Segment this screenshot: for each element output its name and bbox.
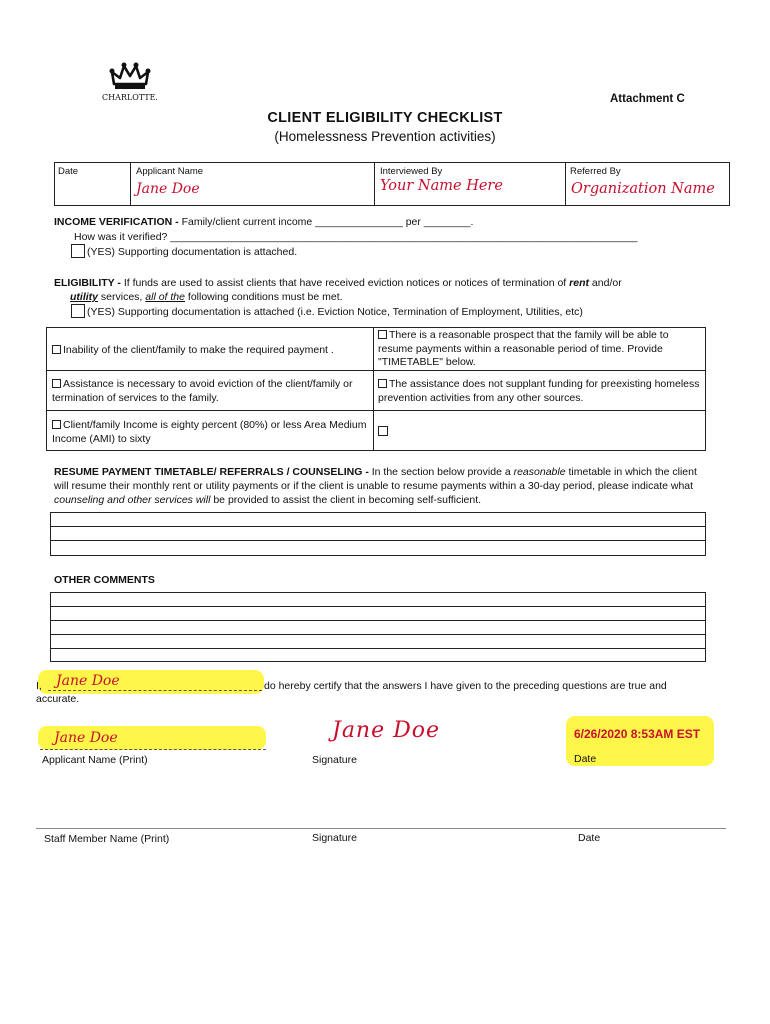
income-heading: INCOME VERIFICATION - <box>54 216 179 228</box>
eligibility-yes-label: (YES) Supporting documentation is attached (i.e. Eviction Notice, Termination of Employment, Utilities, etc) <box>87 306 583 318</box>
eligibility-text2b: following conditions must be met. <box>187 291 343 303</box>
resume-payment-text <box>54 465 714 507</box>
condition-prospect-checkbox[interactable] <box>378 330 387 339</box>
eligibility-text1: If funds are used to assist clients that have received eviction notices or notices of termination of <box>123 277 567 289</box>
income-how-verified: How was it verified? ________________________________________________________________________________ <box>74 231 638 243</box>
other-comments-heading: OTHER COMMENTS <box>54 574 155 586</box>
income-docs-checkbox[interactable] <box>71 244 85 258</box>
charlotte-logo <box>100 60 160 110</box>
condition-income <box>52 418 370 446</box>
staff-name-label: Staff Member Name (Print) <box>44 833 170 845</box>
attachment-label: Attachment C <box>610 93 685 105</box>
applicant-signature-label: Signature <box>312 754 357 766</box>
certify-text: do hereby certify that the answers I have given to the preceding questions are true and <box>264 680 667 692</box>
resume-counseling: counseling and other services will <box>54 494 211 506</box>
income-yes-label: (YES) Supporting documentation is attached. <box>87 246 298 258</box>
condition-blank-checkbox[interactable] <box>378 426 388 436</box>
applicant-name-field[interactable]: Jane Doe <box>136 181 200 197</box>
eligibility-yes-row <box>71 304 583 319</box>
referred-by-label: Referred By <box>570 166 621 177</box>
referred-by-field[interactable]: Organization Name <box>571 181 715 197</box>
condition-eviction-checkbox[interactable] <box>52 379 61 388</box>
condition-supplant-label: The assistance does not supplant funding for preexisting homeless prevention activities from any other sources. <box>378 378 700 404</box>
condition-prospect-label: There is a reasonable prospect that the family will be able to resume payments within a reasonable period of time. Provide "TIMETABLE" below. <box>378 329 669 368</box>
eligibility-docs-checkbox[interactable] <box>71 304 85 318</box>
resume-text1: In the section below provide a <box>371 466 511 478</box>
income-verification-line <box>54 215 473 229</box>
resume-reasonable: reasonable <box>513 466 566 478</box>
condition-prospect <box>378 329 700 370</box>
interviewed-by-label: Interviewed By <box>380 166 443 177</box>
page-subtitle: (Homelessness Prevention activities) <box>274 129 496 144</box>
condition-inability <box>52 343 370 357</box>
certify-prefix: I, <box>36 680 42 692</box>
eligibility-line2 <box>70 290 343 304</box>
staff-signature-label: Signature <box>312 832 357 844</box>
applicant-name-label: Applicant Name <box>136 166 204 177</box>
timetable-box[interactable] <box>50 512 706 556</box>
logo-text: CHARLOTTE. <box>102 93 158 102</box>
other-comments-box[interactable] <box>50 592 706 662</box>
crown-icon <box>108 60 152 92</box>
resume-text3: be provided to assist the client in becoming self-sufficient. <box>213 494 482 506</box>
income-text: Family/client current income _______________ per ________. <box>181 216 474 228</box>
date-label: Date <box>58 166 79 177</box>
eligibility-andor: and/or <box>591 277 622 289</box>
condition-income-checkbox[interactable] <box>52 420 61 429</box>
certify-text2: accurate. <box>36 693 80 705</box>
page-title: CLIENT ELIGIBILITY CHECKLIST <box>267 110 503 126</box>
certify-name-field[interactable]: Jane Doe <box>56 673 120 689</box>
applicant-signature[interactable]: Jane Doe <box>332 718 441 743</box>
condition-income-label: Client/family Income is eighty percent (80%) or less Area Medium Income (AMI) to sixty <box>52 419 367 445</box>
interviewed-by-field[interactable]: Your Name Here <box>380 178 503 194</box>
resume-heading: RESUME PAYMENT TIMETABLE/ REFERRALS / COUNSELING - <box>54 466 369 478</box>
condition-inability-label: Inability of the client/family to make the required payment . <box>63 344 334 356</box>
eligibility-heading: ELIGIBILITY - <box>54 277 121 289</box>
eligibility-line1 <box>54 276 622 290</box>
condition-supplant <box>378 377 700 405</box>
eligibility-utility: utility <box>70 291 98 303</box>
condition-supplant-checkbox[interactable] <box>378 379 387 388</box>
resume-text2: timetable in which the client will resume their monthly rent or utility payments or if the client is unable to resume payments within a 30-day period, please indicate what <box>54 466 697 492</box>
applicant-print-name-field[interactable]: Jane Doe <box>54 730 118 746</box>
applicant-date-label: Date <box>574 753 597 765</box>
eligibility-text2a: services, <box>100 291 143 303</box>
income-yes-row <box>71 244 297 259</box>
staff-date-label: Date <box>578 832 601 844</box>
eligibility-rent: rent <box>569 277 589 289</box>
condition-blank <box>378 425 390 439</box>
applicant-date-field[interactable]: 6/26/2020 8:53AM EST <box>574 727 701 741</box>
eligibility-allof: all of the <box>145 291 185 303</box>
condition-eviction <box>52 377 370 405</box>
condition-eviction-label: Assistance is necessary to avoid eviction of the client/family or termination of services to the family. <box>52 378 353 404</box>
condition-inability-checkbox[interactable] <box>52 345 61 354</box>
applicant-name-label: Applicant Name (Print) <box>42 754 148 766</box>
